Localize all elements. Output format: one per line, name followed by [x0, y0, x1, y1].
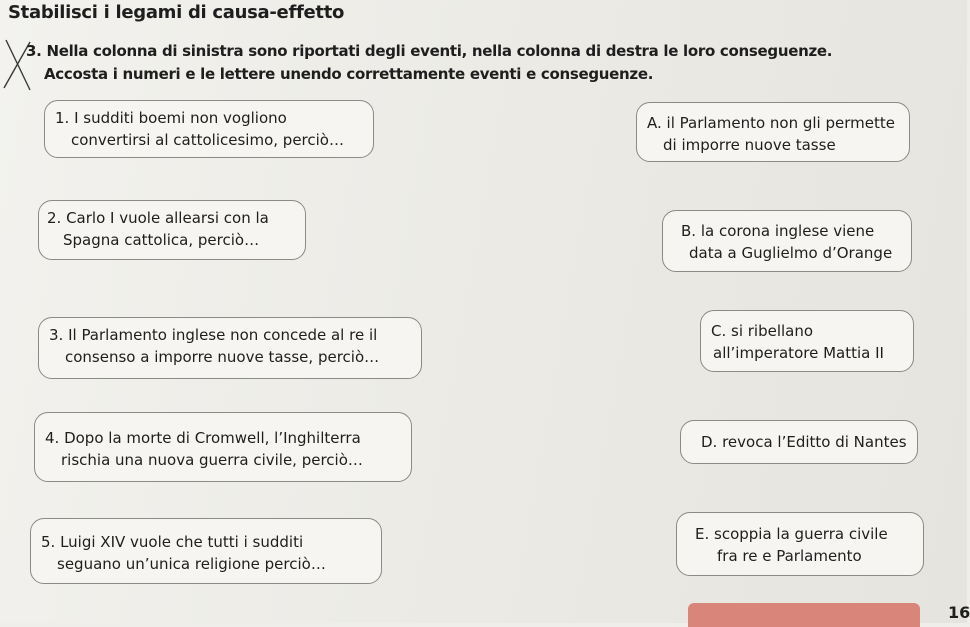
event-text-line2: Spagna cattolica, perciò… — [63, 231, 260, 249]
event-text-line1: 2. Carlo I vuole allearsi con la — [47, 209, 269, 227]
event-text-line1: 3. Il Parlamento inglese non concede al re il — [49, 326, 378, 344]
consequence-box-c[interactable] — [700, 310, 914, 372]
consequence-box-b[interactable] — [662, 210, 912, 272]
consequence-text-line1: D. revoca l’Editto di Nantes — [701, 433, 907, 451]
consequence-text-line2: all’imperatore Mattia II — [713, 344, 884, 362]
event-text-line2: seguano un’unica religione perciò… — [57, 555, 326, 573]
consequence-box-d[interactable] — [680, 420, 918, 464]
event-box-3[interactable] — [38, 317, 422, 379]
event-box-2[interactable] — [38, 200, 306, 260]
consequence-text-line1: A. il Parlamento non gli permette — [647, 114, 895, 132]
event-box-4[interactable] — [34, 412, 412, 482]
consequence-text-line2: fra re e Parlamento — [717, 547, 862, 565]
event-text-line2: consenso a imporre nuove tasse, perciò… — [65, 348, 380, 366]
event-text-line2: rischia una nuova guerra civile, perciò… — [61, 451, 363, 469]
exercise-title: Stabilisci i legami di causa-effetto — [8, 2, 345, 23]
consequence-box-a[interactable] — [636, 102, 910, 162]
consequence-box-e[interactable] — [676, 512, 924, 576]
unit-tab — [688, 603, 920, 627]
consequence-text-line2: data a Guglielmo d’Orange — [689, 244, 893, 262]
event-text-line2: convertirsi al cattolicesimo, perciò… — [71, 131, 344, 149]
consequence-text-line1: B. la corona inglese viene — [681, 222, 875, 240]
page-number: 16 — [948, 603, 970, 622]
event-text-line1: 4. Dopo la morte di Cromwell, l’Inghilterra — [45, 429, 361, 447]
event-text-line1: 5. Luigi XIV vuole che tutti i sudditi — [41, 533, 304, 551]
consequence-text-line1: E. scoppia la guerra civile — [695, 525, 888, 543]
instruction-line-2: Accosta i numeri e le lettere unendo correttamente eventi e conseguenze. — [44, 65, 654, 83]
instruction-line-1: 3. Nella colonna di sinistra sono riportati degli eventi, nella colonna di destra le loro conseguenze. — [26, 42, 833, 60]
consequence-text-line2: di imporre nuove tasse — [663, 136, 836, 154]
event-text-line1: 1. I sudditi boemi non vogliono — [55, 109, 287, 127]
event-box-5[interactable] — [30, 518, 382, 584]
consequence-text-line1: C. si ribellano — [711, 322, 814, 340]
event-box-1[interactable] — [44, 100, 374, 158]
